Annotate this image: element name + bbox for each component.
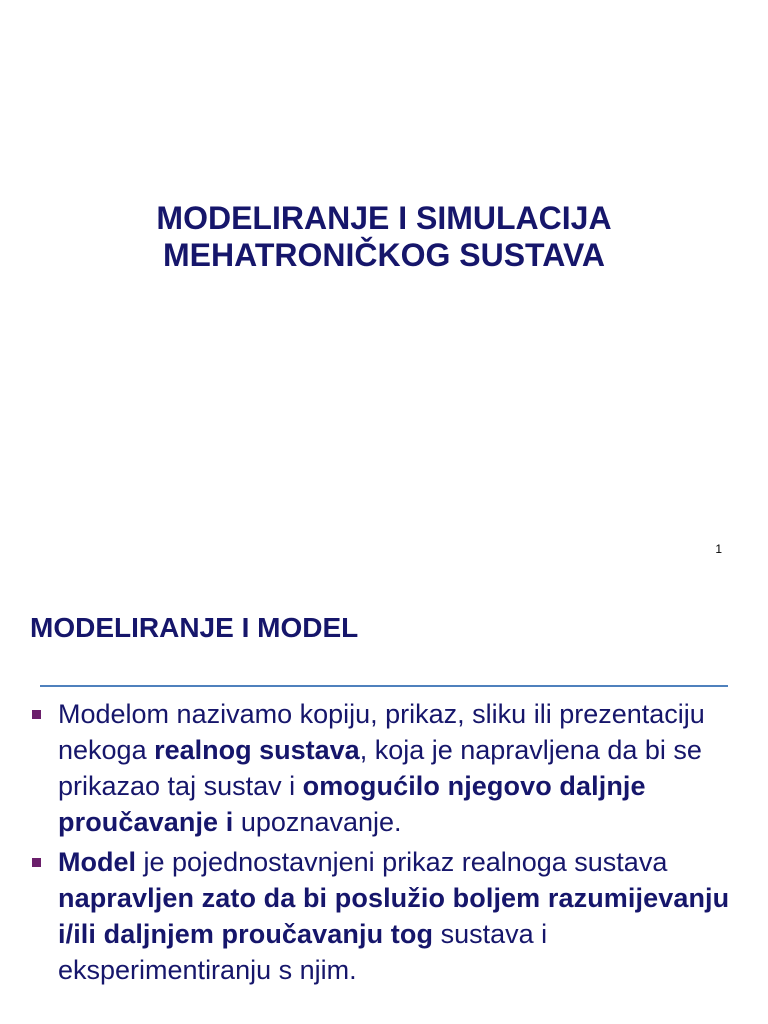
- square-bullet-icon: [32, 710, 41, 719]
- slide-2: [0, 576, 768, 1024]
- slide-2-title: MODELIRANJE I MODEL: [30, 612, 359, 643]
- title-line-1: MODELIRANJE I SIMULACIJA: [156, 200, 612, 236]
- slide-1-title: [0, 200, 768, 274]
- bullet-run-bold: omogućilo njegovo daljnje proučavanje i: [58, 771, 646, 837]
- bullet-run-bold: napravljen zato da bi poslužio boljem razumijevanju i/ili daljnjem proučavanju tog: [58, 883, 730, 949]
- bullet-list: [30, 696, 740, 992]
- bullet-run: je pojednostavnjeni prikaz realnoga sustava: [136, 847, 668, 877]
- page-number: 1: [715, 542, 722, 556]
- bullet-item: [30, 844, 740, 988]
- bullet-item: [30, 696, 740, 840]
- bullet-run: sustava i eksperimentiranju s njim.: [58, 919, 548, 985]
- square-bullet-icon: [32, 858, 41, 867]
- title-divider: [40, 685, 728, 687]
- bullet-run: , koja je napravljena da bi se prikazao taj sustav i: [58, 735, 702, 801]
- bullet-run: upoznavanje.: [233, 807, 402, 837]
- bullet-run: Modelom nazivamo kopiju, prikaz, sliku ili prezentaciju nekoga: [58, 699, 705, 765]
- title-line-2: MEHATRONIČKOG SUSTAVA: [162, 237, 606, 273]
- bullet-run-bold: realnog sustava: [154, 735, 360, 765]
- bullet-run-bold: Model: [58, 847, 136, 877]
